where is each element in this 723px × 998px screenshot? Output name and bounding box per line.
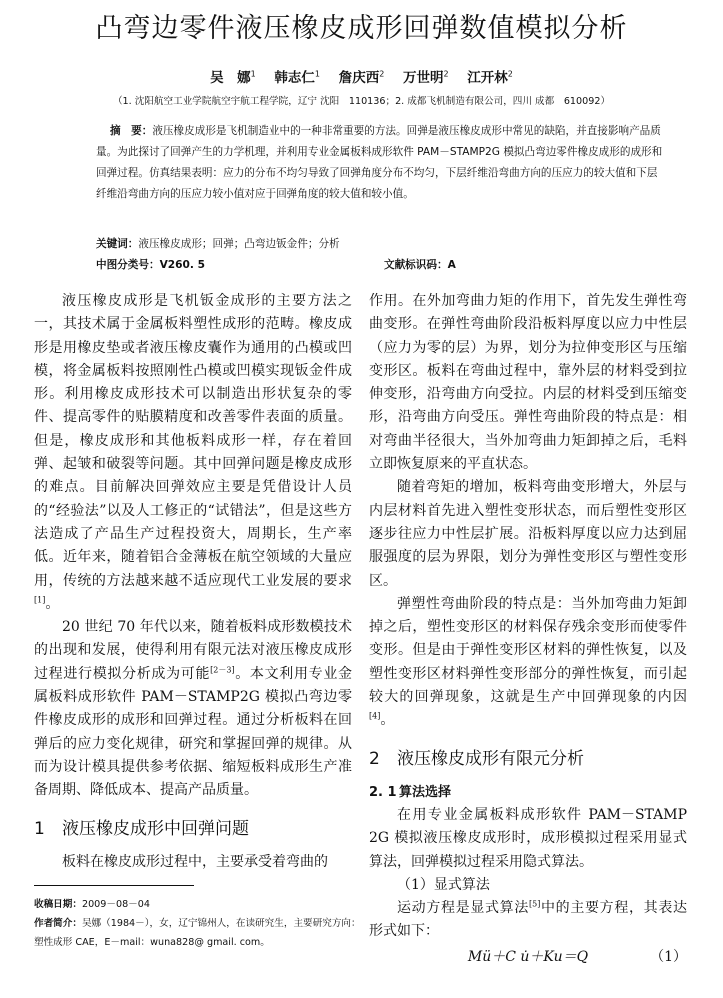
- received-date: 收稿日期：2009－08－04: [34, 899, 150, 910]
- body-paragraph: 液压橡皮成形是飞机钣金成形的主要方法之一，其技术属于金属板料塑性成形的范畴。橡皮成形是用橡皮垫或者液压橡皮囊作为通用的凸模或凹模，将金属板料按照刚性凸模或凹模实现钣金件成形。利用橡皮成形技术可以制造出形状复杂的零件、提高零件的贴膜精度和改善零件表面的质量。但是，橡皮成形和其他板料成形一样，存在着回弹、起皱和破裂等问题。其中回弹问题是橡皮成形的难点。目前解决回弹效应主要是凭借设计人员的“经验法”以及人工修正的“试错法”，但是这些方法造成了产品生产过程投资大，周期长，生产率低。近年来，随着铝合金薄板在航空领域的大量应用，传统的方法越来越不适应现代工业发展的要求[1]。: [34, 293, 352, 612]
- body-paragraph: （1）显式算法: [397, 876, 490, 893]
- author-bio: 作者简介：吴娜（1984－），女，辽宁锦州人，在读研究生，主要研究方向：塑性成形 CAE，E－mail：wuna828@ gmail. com。: [34, 918, 361, 948]
- subsection-heading: 2. 1 算法选择: [369, 784, 452, 800]
- author: 江开林$^2$: [467, 69, 513, 86]
- abstract-label: 摘 要：: [110, 125, 153, 137]
- affiliation: （1. 沈阳航空工业学院航空宇航工程学院，辽宁 沈阳 110136；2. 成都飞机制造有限公司，四川 成都 610092）: [112, 96, 611, 107]
- right-column: [369, 290, 687, 969]
- paper-title: 凸弯边零件液压橡皮成形回弹数值模拟分析: [95, 13, 628, 44]
- equation-number: （1）: [650, 948, 687, 965]
- citation: [1]: [34, 595, 46, 605]
- equation: [369, 946, 687, 969]
- abstract: [96, 121, 664, 205]
- body-paragraph: 板料在橡皮成形过程中，主要承受着弯曲的: [62, 853, 328, 870]
- left-column: [34, 290, 352, 874]
- section-heading: 1 液压橡皮成形中回弹问题: [34, 818, 249, 839]
- citation: [2－3]: [210, 665, 235, 675]
- author-list: [0, 66, 723, 86]
- equation-body: Mü＋C u̇＋Ku＝Q: [467, 948, 589, 965]
- body-paragraph: 在用专业金属板料成形软件 PAM－STAMP 2G 模拟液压橡皮成形时，成形模拟过程采用显式算法，回弹模拟过程采用隐式算法。: [369, 806, 687, 870]
- author: 詹庆西$^2$: [338, 69, 385, 86]
- body-paragraph: 20 世纪 70 年代以来，随着板料成形数模技术的出现和发展，使得利用有限元法对液压橡皮成形过程进行模拟分析成为可能[2－3]。本文利用专业金属板料成形软件 PAM－STAMP2G 模拟凸弯边零件橡皮成形的成形和回弹过程。通过分析板料在回弹后的应力变化规律，研究和掌握回弹的规律。从而为设计模具提供参考依据、缩短板料成形生产准备周期、降低成本、提高产品质量。: [34, 619, 353, 799]
- clc-label: 中图分类号：: [96, 259, 160, 271]
- citation: [4]: [369, 711, 381, 721]
- footnote-rule: [34, 885, 194, 886]
- keywords: [96, 236, 664, 251]
- author: 万世明$^2$: [403, 69, 449, 86]
- abstract-text: 液压橡皮成形是飞机制造业中的一种非常重要的方法。回弹是液压橡皮成形中常见的缺陷，并直接影响产品质量。为此探讨了回弹产生的力学机理，并利用专业金属板料成形软件 PAM－STAMP2G 模拟凸弯边零件橡皮成形的成形和回弹过程。仿真结果表明：应力的分布不均匀导致了回弹角度分布不均匀，下层纤维沿弯曲方向的压应力的较大值和下层纤维沿弯曲方向的压应力较小值对应于回弹角度的较大值和较小值。: [96, 125, 663, 200]
- body-paragraph: 作用。在外加弯曲力矩的作用下，首先发生弹性弯曲变形。在弹性弯曲阶段沿板料厚度以应力中性层（应力为零的层）为界，划分为拉伸变形区与压缩变形区。板料在弯曲过程中，靠外层的材料受到拉伸变形，沿弯曲方向受拉。内层的材料受到压缩变形，沿弯曲方向受压。弹性弯曲阶段的特点是：相对弯曲半径很大，当外加弯曲力矩卸掉之后，毛料立即恢复原来的平直状态。: [369, 293, 687, 473]
- clc-number: V260. 5: [159, 259, 205, 271]
- keywords-label: 关键词：: [96, 238, 139, 250]
- body-paragraph: 随着弯矩的增加，板料弯曲变形增大，外层与内层材料首先进入塑性变形状态，而后塑性变形区逐步往应力中性层扩展。沿板料厚度以应力达到屈服强度的层为界限，划分为弹性变形区与塑性变形区。: [369, 479, 687, 589]
- author: 吴 娜$^1$: [210, 69, 256, 86]
- document-code: 文献标识码：A: [384, 259, 456, 271]
- section-heading: 2 液压橡皮成形有限元分析: [369, 748, 584, 769]
- citation: [5]: [529, 899, 541, 909]
- footnote: [34, 895, 364, 952]
- body-paragraph: 弹塑性弯曲阶段的特点是：当外加弯曲力矩卸掉之后，塑性变形区的材料保存残余变形而使零件变形。但是由于弹性变形区材料的弹性恢复，以及塑性变形区材料弹性变形部分的弹性恢复，而引起较大的回弹现象，这就是生产中回弹现象的内因[4]。: [369, 595, 687, 729]
- author: 韩志仁$^1$: [274, 69, 320, 86]
- body-paragraph: 运动方程是显式算法[5]中的主要方程，其表达形式如下：: [369, 899, 688, 940]
- keywords-text: 液压橡皮成形；回弹；凸弯边钣金件；分析: [138, 238, 340, 250]
- classification-line: [96, 257, 664, 272]
